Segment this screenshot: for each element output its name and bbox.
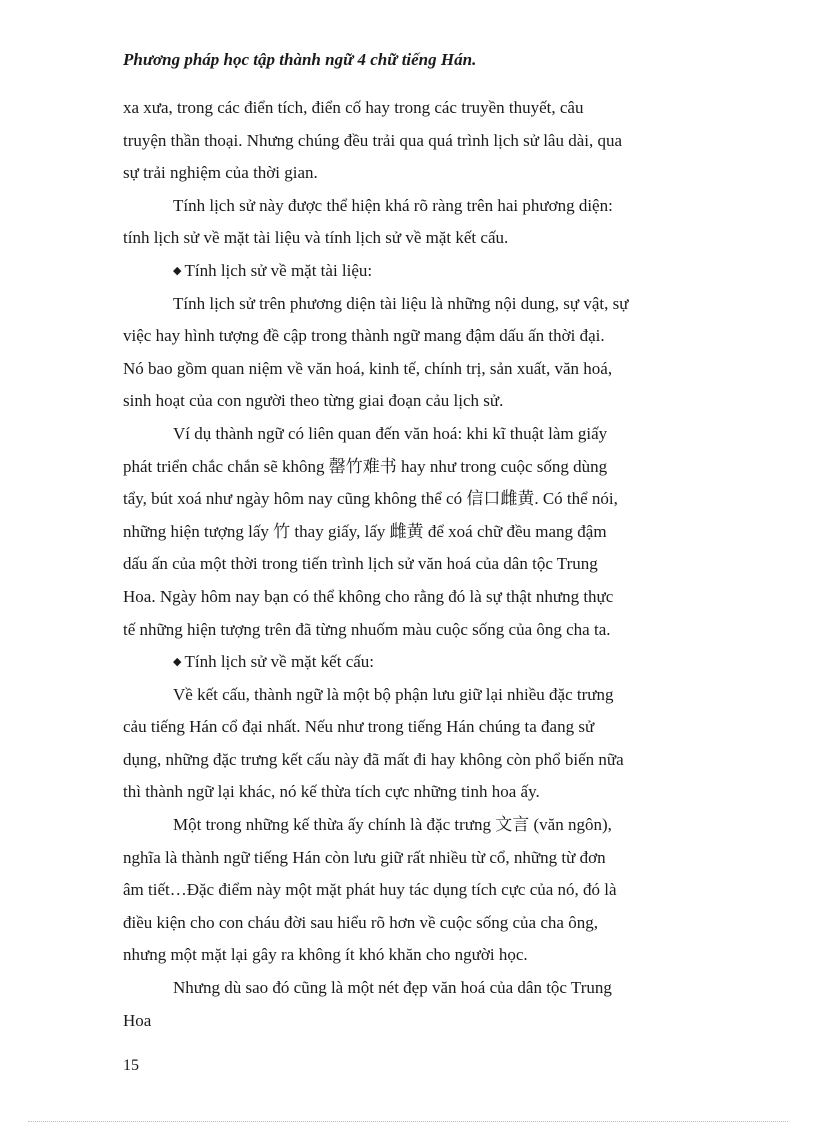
line-text: xa xưa, trong các điển tích, điển cố hay trong các truyền thuyết, câu xyxy=(123,98,584,117)
line-text: Tính lịch sử về mặt kết cấu: xyxy=(184,652,375,672)
text-line xyxy=(123,581,693,614)
line-text: tẩy, bút xoá như ngày hôm nay cũng không thể có 信口雌黄. Có thể nói, xyxy=(123,489,618,509)
line-text: nhưng một mặt lại gây ra không ít khó khăn cho người học. xyxy=(123,945,528,965)
line-text: nghĩa là thành ngữ tiếng Hán còn lưu giữ rất nhiều từ cổ, những từ đơn xyxy=(123,847,606,867)
line-text: truyện thần thoại. Nhưng chúng đều trải qua quá trình lịch sử lâu dài, qua xyxy=(123,130,623,150)
text-line xyxy=(123,809,693,842)
text-line xyxy=(123,353,693,386)
page-bottom-divider xyxy=(28,1121,788,1122)
text-line xyxy=(123,776,693,809)
line-text: tế những hiện tượng trên đã từng nhuốm màu cuộc sống của ông cha ta. xyxy=(123,619,611,639)
line-text: âm tiết…Đặc điểm này một mặt phát huy tác dụng tích cực của nó, đó là xyxy=(123,880,617,900)
line-text: tính lịch sử về mặt tài liệu và tính lịch sử về mặt kết cấu. xyxy=(123,228,509,248)
body-text xyxy=(123,92,693,1037)
text-line xyxy=(123,679,693,712)
text-line xyxy=(123,157,693,190)
section-heading xyxy=(123,646,693,679)
line-text: Tính lịch sử về mặt tài liệu: xyxy=(184,260,373,280)
line-text: Hoa xyxy=(123,1010,152,1030)
text-line xyxy=(123,483,693,516)
page-header-title: Phương pháp học tập thành ngữ 4 chữ tiếng Hán. xyxy=(123,50,477,69)
text-line xyxy=(123,1005,693,1038)
page-number: 15 xyxy=(123,1057,139,1074)
text-line xyxy=(123,190,693,223)
text-line xyxy=(123,516,693,549)
text-line xyxy=(123,939,693,972)
line-text: điều kiện cho con cháu đời sau hiểu rõ hơn về cuộc sống của cha ông, xyxy=(123,912,598,932)
section-heading xyxy=(123,255,693,288)
text-line xyxy=(123,222,693,255)
text-line xyxy=(123,842,693,875)
bullet-diamond-icon: ◆ xyxy=(173,264,182,277)
text-line xyxy=(123,288,693,321)
line-text: Nhưng dù sao đó cũng là một nét đẹp văn hoá của dân tộc Trung xyxy=(173,978,612,998)
line-text: những hiện tượng lấy 竹 thay giấy, lấy 雌黄 để xoá chữ đều mang đậm xyxy=(123,521,607,541)
line-text: phát triển chắc chắn sẽ không 罄竹难书 hay như trong cuộc sống dùng xyxy=(123,456,608,476)
line-text: Ví dụ thành ngữ có liên quan đến văn hoá: khi kĩ thuật làm giấy xyxy=(173,423,608,443)
line-text: việc hay hình tượng đề cập trong thành ngữ mang đậm dấu ấn thời đại. xyxy=(123,326,605,346)
text-line xyxy=(123,385,693,418)
text-line xyxy=(123,451,693,484)
text-line xyxy=(123,744,693,777)
text-line xyxy=(123,711,693,744)
text-line xyxy=(123,548,693,581)
line-text: Một trong những kế thừa ấy chính là đặc trưng 文言 (văn ngôn), xyxy=(173,815,612,835)
line-text: sự trải nghiệm của thời gian. xyxy=(123,163,318,183)
bullet-diamond-icon: ◆ xyxy=(173,656,182,669)
text-line xyxy=(123,874,693,907)
line-text: dụng, những đặc trưng kết cấu này đã mất đi hay không còn phổ biến nữa xyxy=(123,749,624,769)
line-text: Nó bao gồm quan niệm về văn hoá, kinh tế, chính trị, sản xuất, văn hoá, xyxy=(123,358,613,378)
line-text: dấu ấn của một thời trong tiến trình lịch sử văn hoá của dân tộc Trung xyxy=(123,554,598,574)
text-line xyxy=(123,125,693,158)
line-text: Tính lịch sử này được thể hiện khá rõ ràng trên hai phương diện: xyxy=(173,195,613,215)
line-text: Về kết cấu, thành ngữ là một bộ phận lưu giữ lại nhiều đặc trưng xyxy=(173,684,614,704)
text-line xyxy=(123,320,693,353)
text-line xyxy=(123,92,693,125)
line-text: Hoa. Ngày hôm nay bạn có thể không cho rằng đó là sự thật nhưng thực xyxy=(123,586,614,606)
text-line xyxy=(123,614,693,647)
line-text: cảu tiếng Hán cổ đại nhất. Nếu như trong tiếng Hán chúng ta đang sử xyxy=(123,717,595,737)
line-text: Tính lịch sử trên phương diện tài liệu là những nội dung, sự vật, sự xyxy=(173,293,629,313)
line-text: sinh hoạt của con người theo từng giai đoạn cảu lịch sử. xyxy=(123,391,504,411)
text-line xyxy=(123,972,693,1005)
text-line xyxy=(123,907,693,940)
line-text: thì thành ngữ lại khác, nó kế thừa tích cực những tinh hoa ấy. xyxy=(123,782,540,802)
text-line xyxy=(123,418,693,451)
